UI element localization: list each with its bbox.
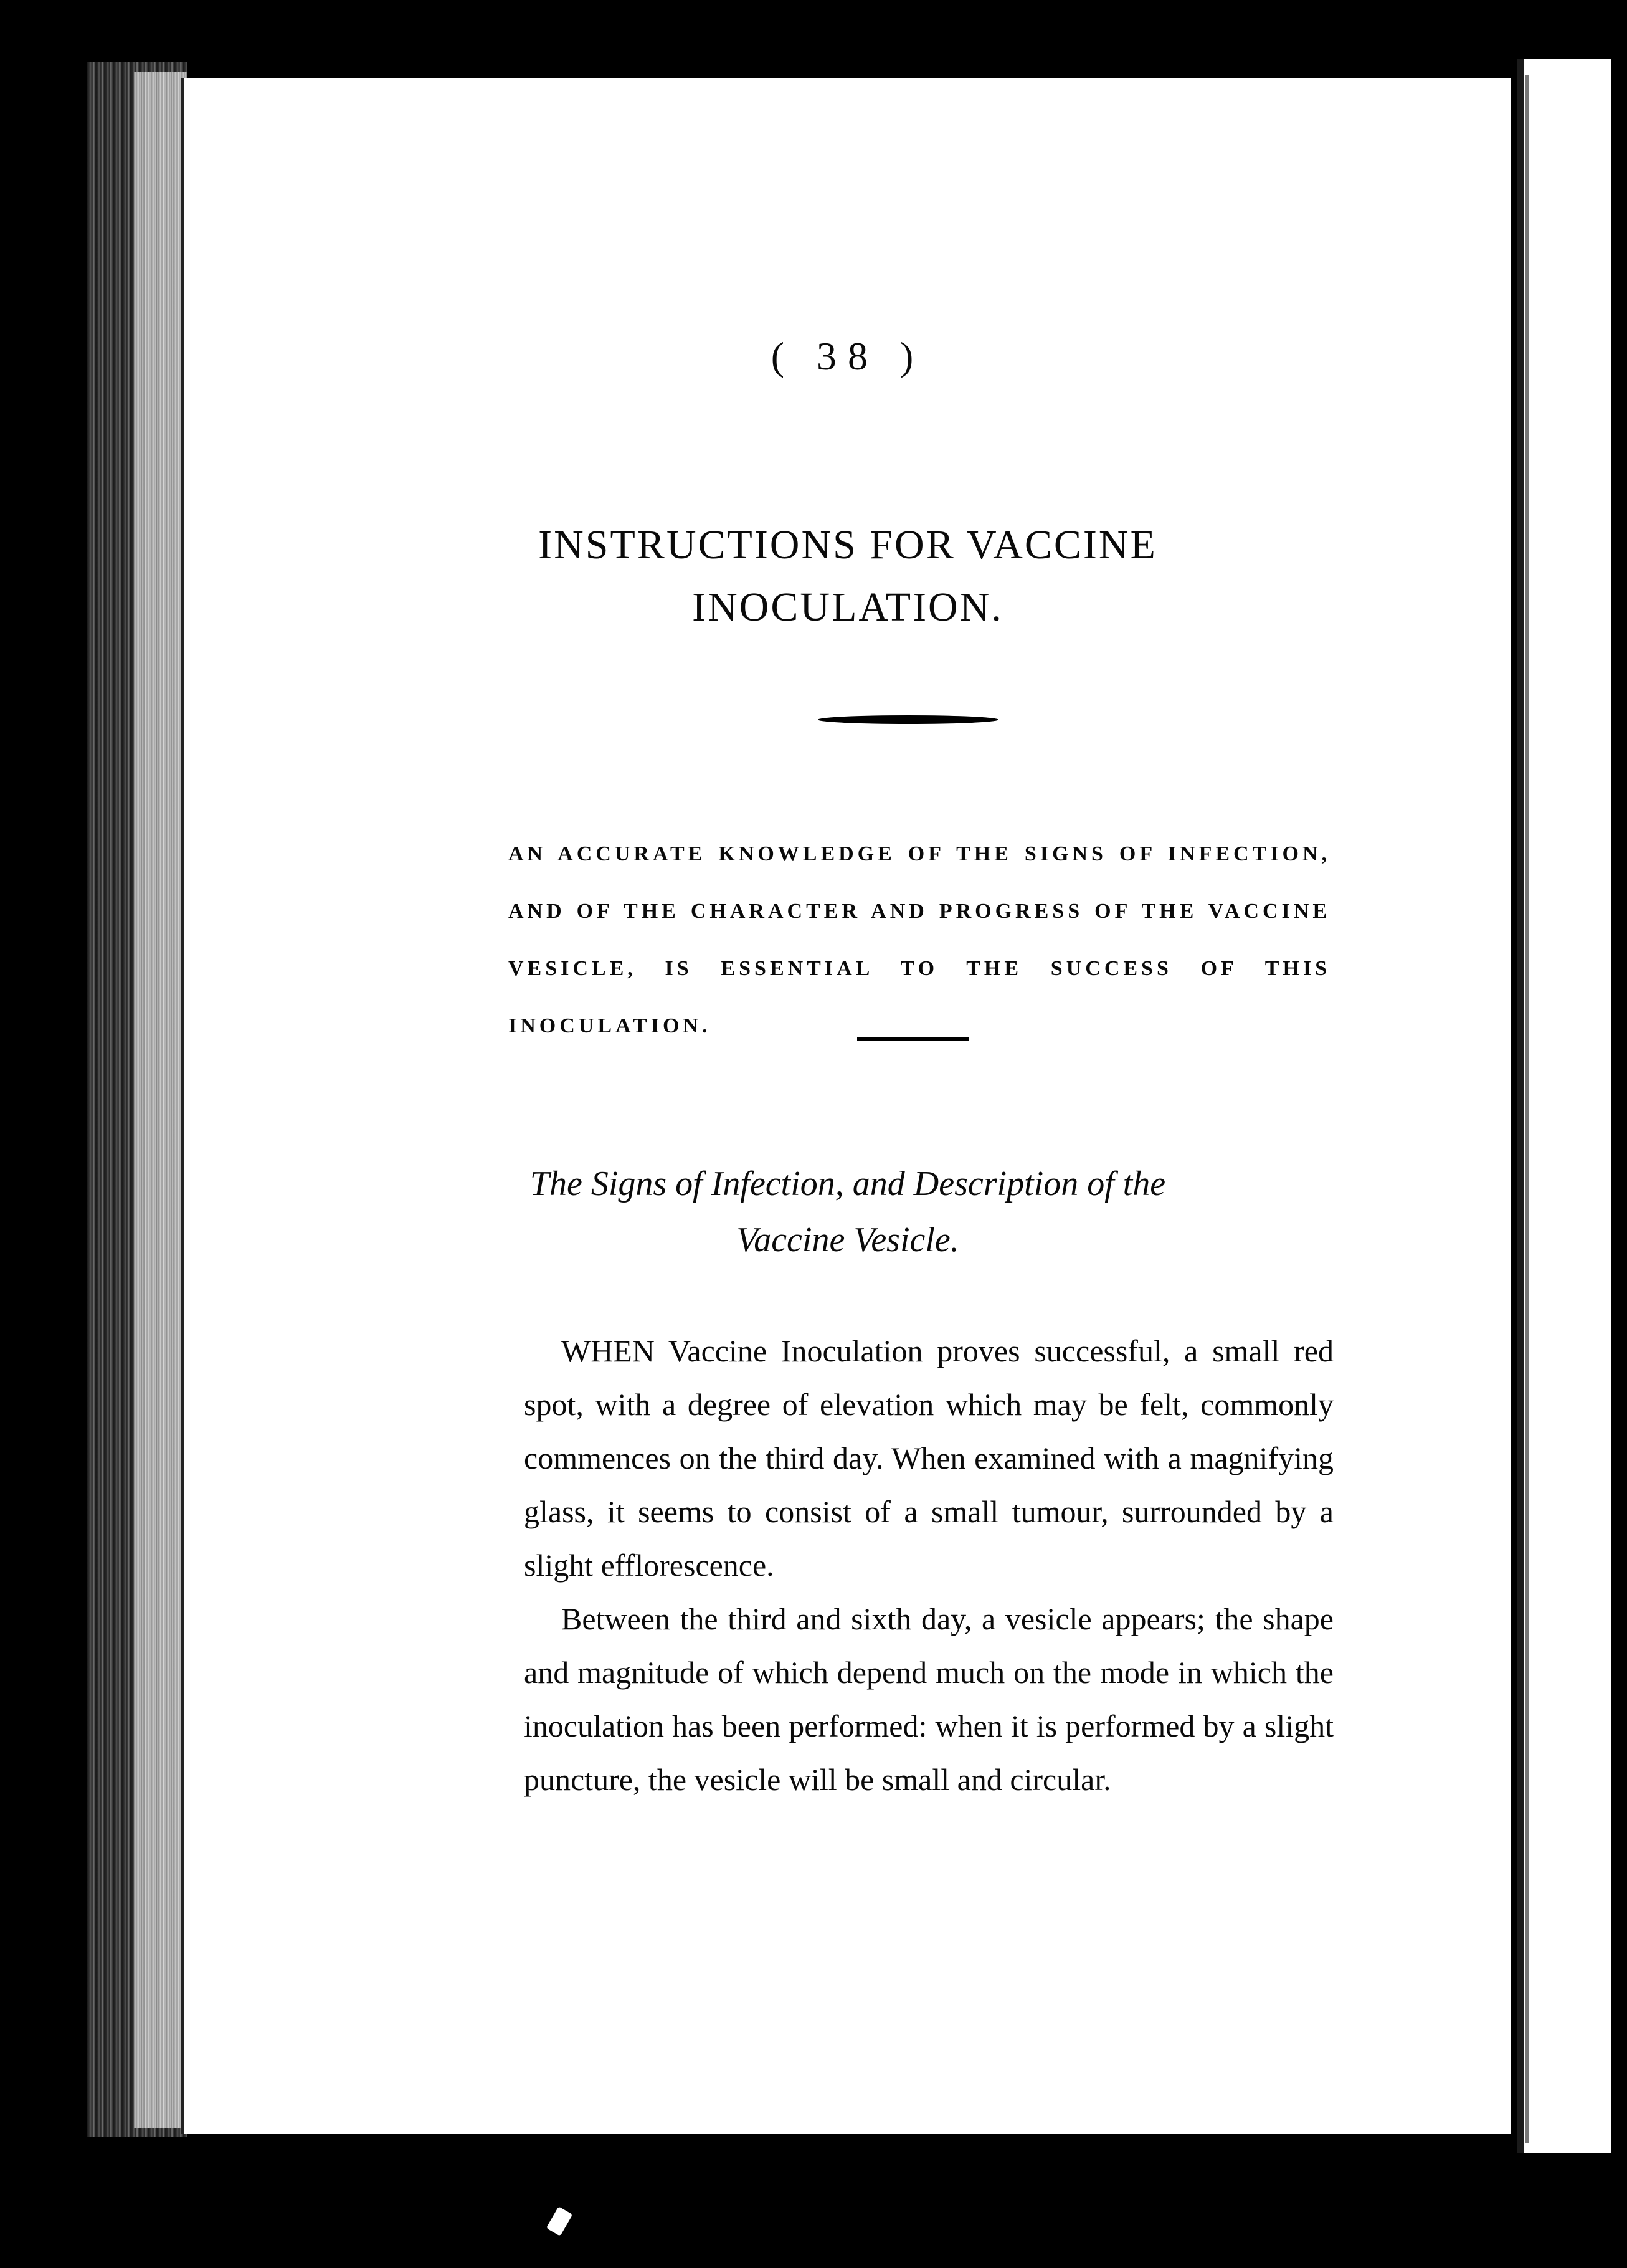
title-line-2: INOCULATION. [692,584,1003,630]
paragraph-1: WHEN Vaccine Inoculation proves successful, a small red spot, with a degree of elevation which may be felt, commonly commences on the third day. When examined with a magnifying glass, it seems to consist of a small tumour, surrounded by a slight efflorescence. [524,1333,1334,1583]
scan-artifact [546,2206,573,2236]
section-heading-line-2: Vaccine Vesicle. [736,1221,959,1259]
facing-page-edge [1525,75,1529,2143]
page-number: ( 38 ) [771,334,925,378]
body-text [524,1324,1334,1806]
intro-statement: AN ACCURATE KNOWLEDGE OF THE SIGNS OF INFECTION, AND OF THE CHARACTER AND PROGRESS OF THE VACCINE VESICLE, IS ESSENTIAL TO THE SUCCESS OF THIS INOCULATION. [508,842,1331,1037]
page-edge-highlight [134,72,187,2128]
paragraph-2: Between the third and sixth day, a vesicle appears; the shape and magnitude of which depend much on the mode in which the inoculation has been performed: when it is performed by a slight puncture, the vesicle will be small and circular. [524,1601,1334,1797]
facing-page-strip [1517,59,1611,2153]
section-divider [857,1037,969,1041]
section-heading [184,1156,1511,1268]
book-page [181,78,1511,2134]
section-heading-line-1: The Signs of Infection, and Description of the [529,1165,1166,1203]
page-title [184,514,1511,639]
title-line-1: INSTRUCTIONS FOR VACCINE [538,522,1157,568]
ornamental-rule [818,715,998,724]
